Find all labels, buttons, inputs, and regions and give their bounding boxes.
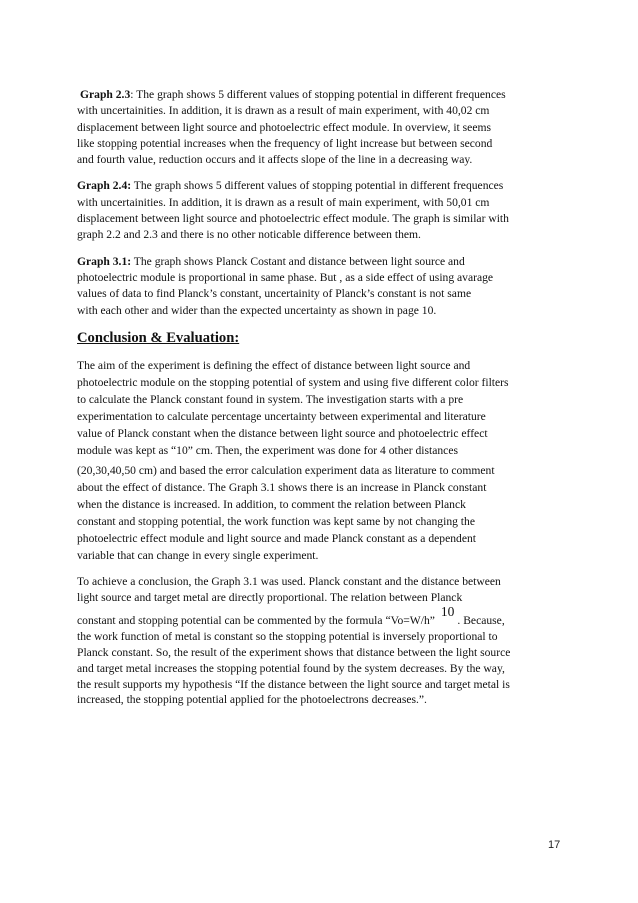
text-line: variable that can change in every single experiment.: [77, 548, 319, 562]
text-line: with uncertainities. In addition, it is drawn as a result of main experiment, with 40,02 cm: [77, 104, 490, 118]
text-line: with uncertainities. In addition, it is drawn as a result of main experiment, with 50,01 cm: [77, 195, 490, 209]
text-line: photoelectric module on the stopping potential of system and using five different color filters: [77, 375, 509, 389]
page-number: 17: [548, 839, 561, 851]
graph-2-4-label: Graph 2.4:: [77, 179, 132, 193]
text-line: (20,30,40,50 cm) and based the error calculation experiment data as literature to comment: [77, 463, 495, 477]
text-line: photoelectric module is proportional in same phase. But , as a side effect of using avarage: [77, 270, 494, 284]
text-line: graph 2.2 and 2.3 and there is no other noticable difference between them.: [77, 228, 421, 242]
text-line: increased, the stopping potential applied for the photoelectrons decreases.”.: [77, 693, 427, 707]
text-line: the result supports my hypothesis “If the distance between the light source and target metal is: [77, 677, 510, 691]
text-line: constant and stopping potential, the work function was kept same by not changing the: [77, 514, 475, 528]
graph-3-1-label: Graph 3.1:: [77, 254, 132, 268]
text-line: photoelectric effect module and light source and made Planck constant as a dependent: [77, 531, 476, 545]
text-line: with each other and wider than the expected uncertainty as shown in page 10.: [77, 303, 437, 317]
text-line: and target metal increases the stopping potential found by the system decreases. By the way,: [77, 661, 505, 675]
text-line: value of Planck constant when the distance between light source and photoelectric effect: [77, 426, 488, 440]
text-line: and fourth value, reduction occurs and it affects slope of the line in a decreasing way.: [77, 153, 473, 167]
text-line: to calculate the Planck constant found in system. The investigation starts with a pre: [77, 392, 464, 406]
conclusion-heading: Conclusion & Evaluation:: [77, 329, 240, 346]
text-line: Graph 2.3: The graph shows 5 different values of stopping potential in different frequences: [80, 88, 506, 101]
text-line: the work function of metal is constant so the stopping potential is inversely proportional to: [77, 630, 498, 644]
text-line: Planck constant. So, the result of the experiment shows that distance between the light source: [77, 646, 511, 660]
text-line: constant and stopping potential can be commented by the formula “Vo=W/h”10. Because,: [77, 604, 505, 628]
text-line: Graph 2.4: The graph shows 5 different values of stopping potential in different frequences: [77, 179, 504, 193]
text-line: module was kept as “10” cm. Then, the experiment was done for 4 other distances: [77, 443, 458, 457]
text-line: light source and target metal are directly proportional. The relation between Planck: [77, 590, 463, 604]
text-line: To achieve a conclusion, the Graph 3.1 was used. Planck constant and the distance between: [77, 574, 501, 588]
text-line: when the distance is increased. In addition, to comment the relation between Planck: [77, 497, 466, 511]
reference-number: 10: [440, 604, 455, 620]
text-line: experimentation to calculate percentage uncertainty between experimental and literature: [77, 409, 486, 423]
page-content: [77, 87, 563, 718]
graph-2-3-label: Graph 2.3: [80, 88, 131, 101]
text-line: like stopping potential increases when the frequency of light increase but between second: [77, 136, 493, 150]
graph-2-3-paragraph: [77, 87, 563, 168]
text-line: displacement between light source and photoelectric effect module. The graph is similar with: [77, 212, 509, 226]
text-line: about the effect of distance. The Graph 3.1 shows there is an increase in Planck constant: [77, 480, 487, 494]
text-line: values of data to find Planck’s constant, uncertainity of Planck’s constant is not same: [77, 287, 472, 301]
graph-3-1-paragraph: [77, 254, 563, 319]
conclusion-paragraph-2: [77, 574, 563, 708]
conclusion-paragraph-1: [77, 357, 563, 564]
text-line: displacement between light source and photoelectric effect module. In overview, it seems: [77, 120, 492, 134]
text-line: Graph 3.1: The graph shows Planck Costant and distance between light source and: [77, 254, 465, 268]
graph-2-4-paragraph: [77, 178, 563, 243]
text-line: The aim of the experiment is defining the effect of distance between light source and: [77, 358, 471, 372]
